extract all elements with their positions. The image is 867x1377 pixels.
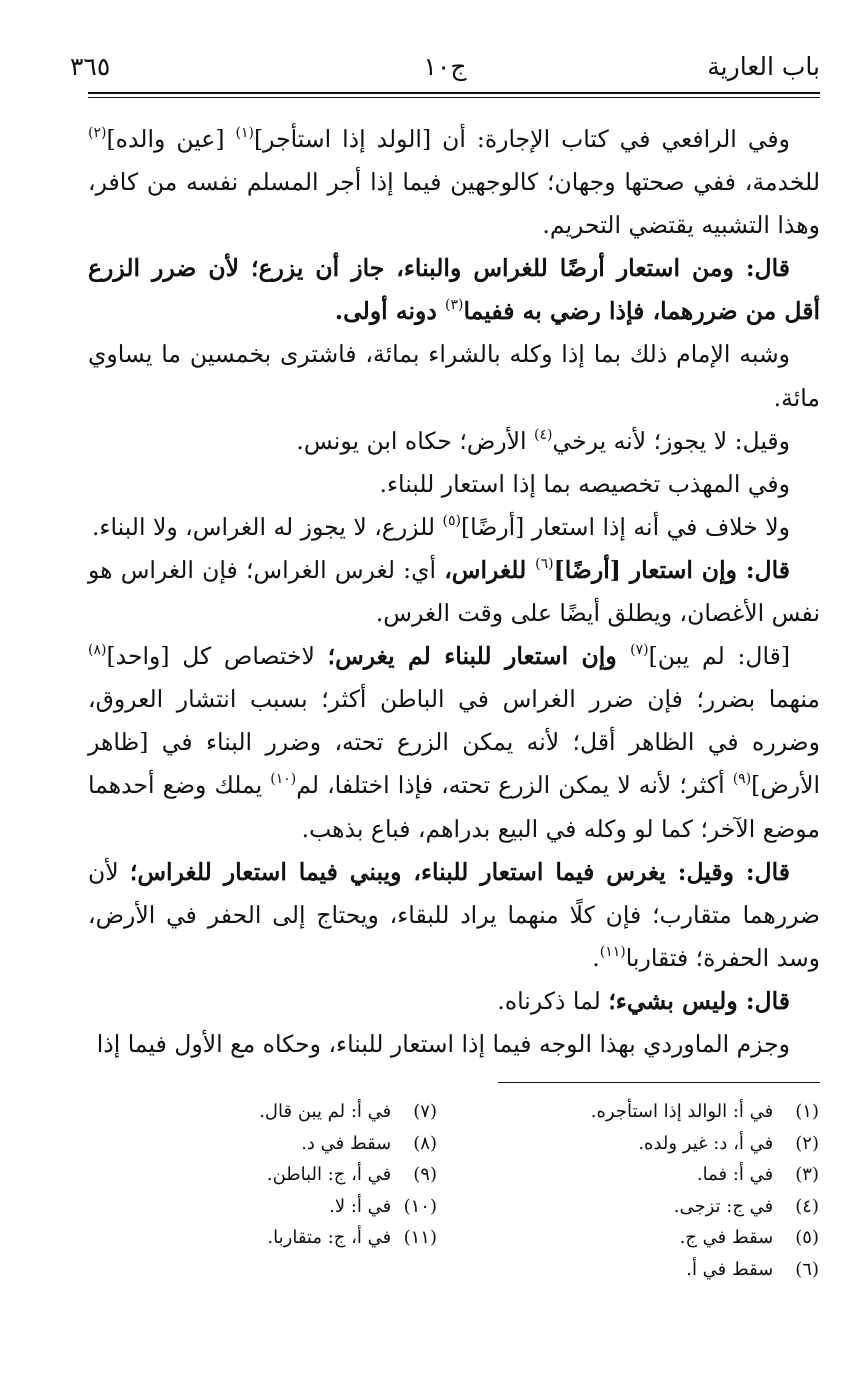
- paragraph: [88, 247, 820, 333]
- footnote-ref: (٧): [630, 642, 649, 659]
- bold-text-run: قال: وليس بشيء؛: [608, 986, 790, 1015]
- footnote-text: في أ: لا.: [329, 1195, 392, 1217]
- footnote-ref: (٥): [442, 512, 462, 529]
- footnote-ref: (٢): [88, 125, 107, 141]
- bold-text-run: قال: وإن استعار [أرضًا]: [553, 555, 790, 584]
- footnote-text: في أ، د: غير ولده.: [638, 1132, 774, 1154]
- footnote-ref: (٣): [445, 297, 464, 314]
- paragraph: [88, 851, 820, 980]
- paragraph: [88, 635, 820, 850]
- footnote-number: (١): [795, 1101, 819, 1122]
- footnotes-column-left: [187, 1096, 437, 1254]
- bold-text-run: دونه أولى.: [334, 297, 446, 326]
- text-run: [قال: لم يبن]: [648, 642, 791, 671]
- footnote-ref: (٩): [732, 771, 752, 788]
- footnote-number: (٤): [795, 1195, 819, 1217]
- text-run: يملك وضع أحدهما موضع الآخر؛ كما لو وكله في البيع بدراهم، فباع بذهب.: [88, 771, 820, 843]
- footnote: [187, 1096, 437, 1128]
- volume-label: ج١٠: [423, 52, 467, 81]
- paragraph: [88, 1023, 820, 1066]
- bold-text-run: وإن استعار للبناء لم يغرس؛: [327, 642, 631, 671]
- footnote-separator: [498, 1082, 820, 1083]
- text-run: أي: لغرس الغراس؛ فإن الغراس هو نفس الأغصان، ويطلق أيضًا على وقت الغرس.: [88, 555, 820, 628]
- running-header: [70, 52, 820, 92]
- footnote-ref: (٨): [88, 642, 107, 659]
- footnote-number: (٣): [795, 1164, 819, 1186]
- text-run: لما ذكرناه.: [497, 986, 609, 1015]
- footnote-text: في أ: فما.: [696, 1164, 774, 1186]
- footnote: [187, 1128, 437, 1160]
- text-run: وفي الرافعي في كتاب الإجارة: أن [الولد إذا استأجر]: [253, 125, 790, 153]
- footnote-number: (١٠): [403, 1195, 437, 1217]
- text-run: .: [592, 943, 600, 972]
- footnote-number: (٩): [413, 1164, 437, 1186]
- footnote: [187, 1159, 437, 1191]
- bold-text-run: للغراس،: [444, 555, 536, 584]
- footnote-text: سقط في ج.: [679, 1227, 774, 1249]
- footnote-text: سقط في أ.: [686, 1258, 774, 1280]
- footnote-ref: (١١): [599, 943, 626, 960]
- text-run: ولا خلاف في أنه إذا استعار [أرضًا]: [461, 512, 790, 541]
- paragraph: [88, 118, 820, 247]
- page-number: ٣٦٥: [70, 52, 111, 81]
- text-run: لاختصاص كل [واحد]: [106, 642, 328, 671]
- paragraph: [88, 506, 820, 549]
- text-run: وقيل: لا يجوز؛ لأنه يرخي: [552, 426, 790, 455]
- footnote: [529, 1191, 819, 1223]
- text-run: وفي المهذب تخصيصه بما إذا استعار للبناء.: [379, 469, 790, 498]
- text-run: وشبه الإمام ذلك بما إذا وكله بالشراء بمائة، فاشترى بخمسين ما يساوي مائة.: [88, 340, 820, 412]
- footnote-text: في أ: الوالد إذا استأجره.: [590, 1101, 774, 1122]
- text-run: للزرع، لا يجوز له الغراس، ولا البناء.: [91, 512, 443, 541]
- footnote-ref: (١٠): [270, 771, 297, 788]
- paragraph: [88, 549, 820, 635]
- header-rule-thin: [88, 97, 820, 98]
- footnote: [529, 1254, 819, 1286]
- footnote: [187, 1222, 437, 1254]
- chapter-title: باب العارية: [707, 52, 820, 81]
- text-run: [عين والده]: [106, 125, 236, 153]
- text-run: لأن ضررهما متقارب؛ فإن كلًا منهما يراد للبقاء، ويحتاج إلى الحفر في الأرض، وسد الحفرة؛ فتقاربا: [88, 857, 820, 972]
- text-run: للخدمة، ففي صحتها وجهان؛ كالوجهين فيما إذا أجر المسلم نفسه من كافر، وهذا التشبيه يقتضي التحريم.: [88, 168, 820, 240]
- footnote-number: (١١): [403, 1227, 437, 1249]
- header-rule-thick: [88, 92, 820, 94]
- footnote-ref: (١): [235, 125, 254, 141]
- footnote: [529, 1128, 819, 1160]
- footnote: [529, 1222, 819, 1254]
- text-run: الأرض؛ حكاه ابن يونس.: [296, 426, 535, 455]
- footnote: [529, 1096, 819, 1128]
- footnote-number: (٥): [795, 1227, 819, 1249]
- footnote-text: في أ، ج: الباطن.: [266, 1164, 392, 1186]
- paragraph: [88, 463, 820, 506]
- text-run: وجزم الماوردي بهذا الوجه فيما إذا استعار للبناء، وحكاه مع الأول فيما إذا: [96, 1029, 790, 1058]
- footnote-number: (٨): [413, 1132, 437, 1154]
- paragraph: [88, 980, 820, 1023]
- footnote-ref: (٤): [534, 426, 553, 443]
- text-run: منهما بضرر؛ فإن ضرر الغراس في الباطن أكثر؛ بسبب انتشار العروق، وضرره في الظاهر أقل؛ لأنه يمكن الزرع تحته، وضرر البناء في [ظاهر الأرض]: [88, 685, 821, 800]
- text-run: أكثر؛ لأنه لا يمكن الزرع تحته، فإذا اختلفا، لم: [296, 771, 733, 800]
- footnote-number: (٧): [413, 1101, 437, 1122]
- footnote-ref: (٦): [535, 555, 554, 572]
- footnote: [529, 1159, 819, 1191]
- footnote-number: (٢): [795, 1132, 819, 1154]
- main-text: [88, 118, 820, 1066]
- paragraph: [88, 333, 820, 419]
- footnote-text: في ج: تزجى.: [673, 1195, 774, 1217]
- footnote-text: في أ، ج: متقاربا.: [267, 1227, 392, 1249]
- bold-text-run: قال: ومن استعار أرضًا للغراس والبناء، جاز أن يزرع؛ لأن ضرر الزرع أقل من ضررهما، فإذا رضي به ففيما: [88, 254, 820, 326]
- footnote-text: سقط في د.: [301, 1132, 392, 1154]
- footnotes-column-right: [529, 1096, 819, 1286]
- footnote: [187, 1191, 437, 1223]
- paragraph: [88, 420, 820, 463]
- bold-text-run: قال: وقيل: يغرس فيما استعار للبناء، ويبني فيما استعار للغراس؛: [129, 857, 790, 886]
- footnote-text: في أ: لم يبن قال.: [259, 1101, 392, 1122]
- footnote-number: (٦): [795, 1258, 819, 1280]
